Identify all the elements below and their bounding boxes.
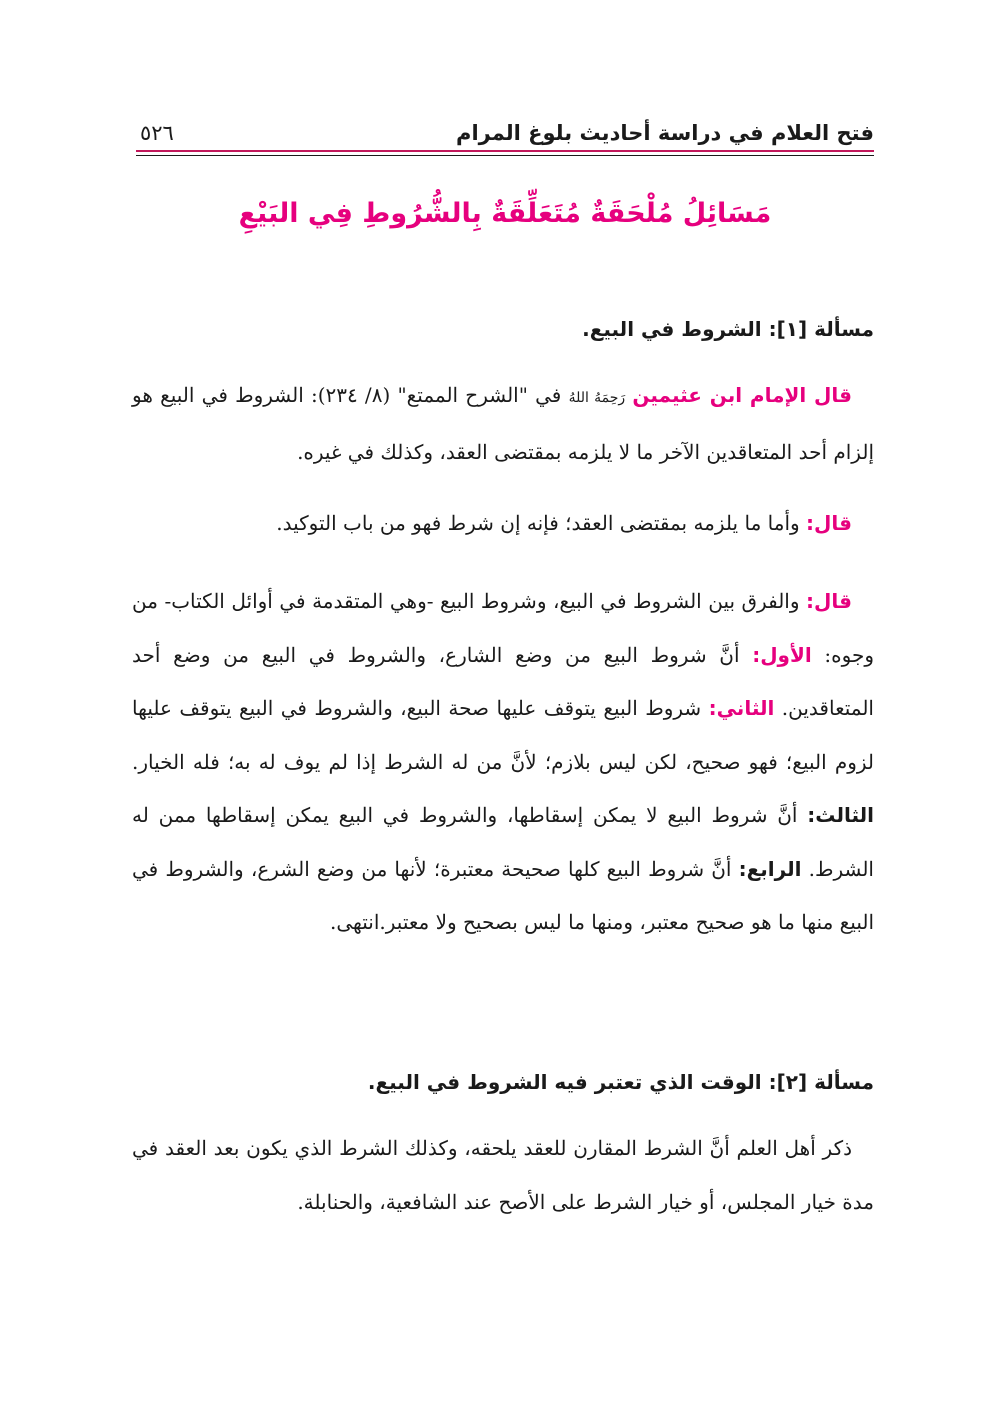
paragraph-text: وأما ما يلزمه بمقتضى العقد؛ فإنه إن شرط فهو من باب التوكيد. [276, 511, 807, 535]
point-label-fourth: الرابع: [738, 856, 802, 881]
paragraph-text: أنَّ شروط البيع من وضع الشارع، والشروط في البيع من وضع أحد المتعاقدين. [132, 642, 874, 720]
book-title: فتح العلام في دراسة أحاديث بلوغ المرام [456, 121, 874, 145]
header-rule [136, 150, 874, 152]
issue-label: مسألة [١]: [768, 317, 874, 341]
point-label-second: الثاني: [708, 696, 775, 720]
paragraph-1 [132, 369, 874, 479]
point-label-first: الأول: [752, 642, 812, 667]
paragraph-text: أنَّ شروط البيع لا يمكن إسقاطها، والشروط في البيع يمكن إسقاطها ممن له الشرط. [132, 803, 874, 881]
paragraph-text: والفرق بين الشروط في البيع، وشروط البيع -وهي المتقدمة في أوائل الكتاب- من وجوه: [132, 589, 874, 667]
running-header [136, 118, 874, 154]
issue-title: الوقت الذي تعتبر فيه الشروط في البيع. [367, 1070, 762, 1094]
issue-heading-1 [134, 313, 874, 345]
honorific: رَحِمَهُ اللهُ [568, 390, 626, 406]
issue-heading-2 [134, 1066, 874, 1098]
point-label-third: الثالث: [807, 803, 874, 827]
speaker-label: قال: [806, 589, 852, 613]
paragraph-3 [132, 575, 874, 950]
paragraph-2 [132, 497, 874, 551]
paragraph-text: ذكر أهل العلم أنَّ الشرط المقارن للعقد يلحقه، وكذلك الشرط الذي يكون بعد العقد في مدة خيار المجلس، أو خيار الشرط على الأصح عند الشافعية، والحنابلة. [132, 1136, 874, 1214]
page-number: ٥٢٦ [140, 121, 174, 145]
paragraph-text: في "الشرح الممتع" (٨/ ٢٣٤): الشروط في البيع هو إلزام أحد المتعاقدين الآخر ما لا يلزمه بمقتضى العقد، وكذلك في غيره. [132, 383, 874, 464]
issue-label: مسألة [٢]: [768, 1070, 874, 1094]
speaker-name: قال الإمام ابن عثيمين [632, 383, 852, 407]
speaker-label: قال: [806, 511, 852, 535]
header-rule-thin [136, 155, 874, 156]
issue-title: الشروط في البيع. [582, 317, 762, 341]
chapter-title: مَسَائِلُ مُلْحَقَةٌ مُتَعَلِّقَةٌ بِالشُّرُوطِ فِي البَيْعِ [238, 198, 772, 229]
paragraph-text: أنَّ شروط البيع كلها صحيحة معتبرة؛ لأنها من وضع الشرع، والشروط في البيع منها ما هو صحيح معتبر، ومنها ما ليس بصحيح ولا معتبر.انتهى. [132, 856, 874, 934]
paragraph-4 [132, 1122, 874, 1229]
paragraph-text: شروط البيع يتوقف عليها صحة البيع، والشروط في البيع يتوقف عليها لزوم البيع؛ فهو صحيح، لكن ليس بلازم؛ لأنَّ من له الشرط إذا لم يوف له به؛ فله الخيار. [132, 696, 874, 774]
